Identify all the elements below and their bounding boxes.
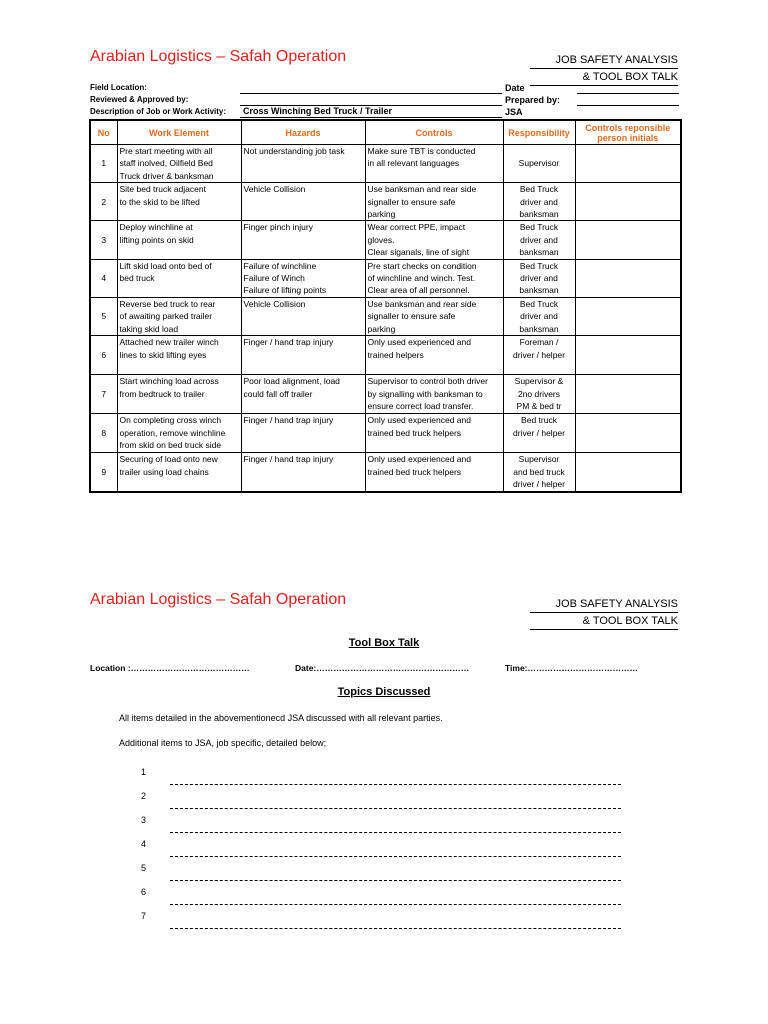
controls-cell <box>365 414 503 453</box>
work-line: operation, remove winchline <box>119 427 226 438</box>
hazards-line: Finger / hand trap injury <box>243 415 334 426</box>
jsa-table <box>89 119 682 493</box>
item-write-line[interactable] <box>170 856 621 857</box>
jsa-heading-2-line2: & TOOL BOX TALK <box>530 613 678 630</box>
resp-line: banksman <box>519 247 559 258</box>
resp-line: banksman <box>519 285 559 296</box>
table-row <box>90 221 681 259</box>
table-row <box>90 259 681 297</box>
hazards-cell <box>241 336 365 375</box>
controls-cell <box>365 145 503 183</box>
resp-line: Supervisor <box>518 454 560 465</box>
company-title-2: Arabian Logistics – Safah Operation <box>90 591 347 608</box>
date-field: Date:……………………………………………… <box>295 663 470 673</box>
responsibility-cell <box>503 375 575 414</box>
hazards-cell <box>241 221 365 259</box>
responsibility-cell <box>503 414 575 453</box>
tool-box-talk-title: Tool Box Talk <box>348 637 420 649</box>
item-number: 6 <box>141 887 147 897</box>
work-line: trailer using load chains <box>119 466 209 477</box>
controls-line: parking <box>367 323 396 334</box>
hazards-cell <box>241 375 365 414</box>
paragraph-2: Additional items to JSA, job specific, detailed below; <box>119 738 327 748</box>
resp-line: Bed truck <box>521 415 557 426</box>
hazards-cell <box>241 453 365 492</box>
reviewed-label: Reviewed & Approved by: <box>90 95 189 104</box>
hazards-line: Finger / hand trap injury <box>243 454 334 465</box>
row-number: 5 <box>90 297 117 335</box>
initials-cell <box>575 297 681 335</box>
table-row <box>90 414 681 453</box>
resp-line: and bed truck <box>513 466 565 477</box>
resp-line: Bed Truck <box>519 184 559 195</box>
controls-line: in all relevant languages <box>367 158 460 169</box>
work-line: Truck driver & banksman <box>119 170 214 181</box>
work-line: lines to skid lifting eyes <box>119 349 207 360</box>
item-write-line[interactable] <box>170 880 621 881</box>
resp-line: banksman <box>519 209 559 220</box>
controls-line: Wear correct PPE, impact <box>367 222 466 233</box>
work-element-cell <box>117 453 241 492</box>
row-number: 7 <box>90 375 117 414</box>
field-location-line <box>240 93 502 94</box>
jsa-heading-line2: & TOOL BOX TALK <box>530 69 678 86</box>
responsibility-cell <box>503 145 575 183</box>
jsa-table-header <box>90 120 681 145</box>
jsa-heading <box>530 52 678 86</box>
hazards-cell <box>241 414 365 453</box>
row-number: 8 <box>90 414 117 453</box>
resp-line: PM & bed tr <box>516 400 562 411</box>
work-line: taking skid load <box>119 323 179 334</box>
date-line <box>577 93 679 94</box>
controls-line: Pre start checks on condition <box>367 260 477 271</box>
resp-line: Supervisor <box>518 158 560 169</box>
date-label: Date <box>505 83 525 93</box>
resp-line: banksman <box>519 323 559 334</box>
hazards-line: Failure of Winch <box>243 273 305 284</box>
resp-line: Bed Truck <box>519 222 559 233</box>
controls-line: signaller to ensure safe <box>367 196 456 207</box>
controls-cell <box>365 375 503 414</box>
initials-cell <box>575 145 681 183</box>
field-location-label: Field Location: <box>90 83 147 92</box>
resp-line: Supervisor & <box>514 376 564 387</box>
time-field: Time:………………………………… <box>505 663 639 673</box>
header-hazards: Hazards <box>241 120 365 145</box>
controls-cell <box>365 259 503 297</box>
controls-line: trained bed truck helpers <box>367 427 462 438</box>
work-element-cell <box>117 183 241 221</box>
work-element-cell <box>117 336 241 375</box>
row-number: 6 <box>90 336 117 375</box>
table-row <box>90 336 681 375</box>
hazards-line: Not understanding job task <box>243 146 345 156</box>
responsibility-cell <box>503 297 575 335</box>
resp-line: driver and <box>520 311 558 322</box>
item-number: 4 <box>141 839 147 849</box>
work-element-cell <box>117 221 241 259</box>
resp-line: Foreman / <box>519 337 559 348</box>
description-line <box>240 117 502 118</box>
resp-line: 2no drivers <box>517 388 561 399</box>
controls-line: of winchline and winch. Test. <box>367 273 476 284</box>
item-write-line[interactable] <box>170 904 621 905</box>
header-no: No <box>90 120 117 145</box>
controls-cell <box>365 297 503 335</box>
hazards-line: could fall off trailer <box>243 388 313 399</box>
controls-cell <box>365 336 503 375</box>
initials-cell <box>575 336 681 375</box>
work-line: Pre start meeting with all <box>119 146 213 156</box>
resp-line: driver / helper <box>513 478 565 489</box>
jsa-heading-2-line1: JOB SAFETY ANALYSIS <box>530 596 678 613</box>
controls-line: Only used experienced and <box>367 415 471 426</box>
resp-line: Bed Truck <box>519 260 559 271</box>
work-line: Reverse bed truck to rear <box>119 298 216 309</box>
item-write-line[interactable] <box>170 808 621 809</box>
item-number: 3 <box>141 815 147 825</box>
table-row <box>90 183 681 221</box>
hazards-cell <box>241 297 365 335</box>
work-line: On completing cross winch <box>119 415 222 426</box>
resp-line: driver and <box>520 234 558 245</box>
item-number: 1 <box>141 767 147 777</box>
jsa-heading-2 <box>530 596 678 630</box>
work-line: from skid on bed truck side <box>119 439 222 450</box>
controls-line: Use banksman and rear side <box>367 184 477 195</box>
jsa-label: JSA <box>505 107 523 117</box>
resp-line: Bed Truck <box>519 298 559 309</box>
item-write-line[interactable] <box>170 784 621 785</box>
description-value: Cross Winching Bed Truck / Trailer <box>243 106 392 116</box>
controls-line: trained helpers <box>367 349 424 360</box>
initials-cell <box>575 453 681 492</box>
controls-line: gloves. <box>367 234 395 245</box>
controls-line: signaller to ensure safe <box>367 311 456 322</box>
work-line: Site bed truck adjacent <box>119 184 206 195</box>
work-element-cell <box>117 145 241 183</box>
table-row <box>90 297 681 335</box>
controls-cell <box>365 221 503 259</box>
controls-line: Supervisor to control both driver <box>367 376 488 387</box>
hazards-cell <box>241 259 365 297</box>
item-number: 5 <box>141 863 147 873</box>
item-write-line[interactable] <box>170 928 621 929</box>
controls-line: Make sure TBT is conducted <box>367 146 476 156</box>
header-controls: Controls <box>365 120 503 145</box>
resp-line: driver / helper <box>513 349 565 360</box>
prepared-label: Prepared by: <box>505 95 561 105</box>
work-line: from bedtruck to trailer <box>119 388 205 399</box>
location-field: Location :…………………………………… <box>90 663 250 673</box>
work-line: lifting points on skid <box>119 234 194 245</box>
row-number: 3 <box>90 221 117 259</box>
company-title: Arabian Logistics – Safah Operation <box>90 48 347 65</box>
hazards-cell <box>241 183 365 221</box>
initials-cell <box>575 183 681 221</box>
row-number: 4 <box>90 259 117 297</box>
responsibility-cell <box>503 453 575 492</box>
initials-cell <box>575 375 681 414</box>
work-line: Securing of load onto new <box>119 454 218 465</box>
row-number: 1 <box>90 145 117 183</box>
controls-line: trained bed truck helpers <box>367 466 462 477</box>
hazards-line: Failure of winchline <box>243 260 317 271</box>
hazards-line: Poor load alignment, load <box>243 376 340 387</box>
responsibility-cell <box>503 336 575 375</box>
table-row <box>90 145 681 183</box>
prepared-line <box>577 105 679 106</box>
work-line: staff inolved, Oilfield Bed <box>119 158 213 169</box>
row-number: 9 <box>90 453 117 492</box>
hazards-line: Vehicle Collision <box>243 298 306 309</box>
item-write-line[interactable] <box>170 832 621 833</box>
work-line: to the skid to be lifted <box>119 196 200 207</box>
topics-title: Topics Discussed <box>337 686 431 698</box>
work-line: Attached new trailer winch <box>119 337 219 348</box>
controls-line: ensure correct load transfer. <box>367 400 474 411</box>
hazards-line: Failure of lifting points <box>243 285 327 296</box>
initials-cell <box>575 414 681 453</box>
responsibility-cell <box>503 221 575 259</box>
controls-line: parking <box>367 209 396 220</box>
hazards-line: Vehicle Collision <box>243 184 306 195</box>
controls-cell <box>365 453 503 492</box>
hazards-cell <box>241 145 365 183</box>
row-number: 2 <box>90 183 117 221</box>
item-number: 7 <box>141 911 147 921</box>
work-element-cell <box>117 259 241 297</box>
responsibility-cell <box>503 259 575 297</box>
controls-line: Only used experienced and <box>367 337 471 348</box>
header-initials: Controls reponsible person initials <box>575 120 681 145</box>
resp-line: driver and <box>520 273 558 284</box>
jsa-heading-line1: JOB SAFETY ANALYSIS <box>530 52 678 69</box>
initials-cell <box>575 221 681 259</box>
controls-line: Clear siganals, line of sight <box>367 247 470 258</box>
work-element-cell <box>117 375 241 414</box>
work-line: bed truck <box>119 273 155 284</box>
hazards-line: Finger / hand trap injury <box>243 337 334 348</box>
header-work-element: Work Element <box>117 120 241 145</box>
controls-line: Only used experienced and <box>367 454 471 465</box>
resp-line: driver / helper <box>513 427 565 438</box>
controls-line: Use banksman and rear side <box>367 298 477 309</box>
item-number: 2 <box>141 791 147 801</box>
resp-line: driver and <box>520 196 558 207</box>
work-element-cell <box>117 414 241 453</box>
work-line: Deploy winchline at <box>119 222 193 233</box>
table-row <box>90 375 681 414</box>
work-element-cell <box>117 297 241 335</box>
initials-cell <box>575 259 681 297</box>
work-line: Start winching load across <box>119 376 219 387</box>
paragraph-1: All items detailed in the abovementionecd JSA discussed with all relevant parties. <box>119 713 443 723</box>
work-line: of awaiting parked trailer <box>119 311 213 322</box>
controls-line: by signalling with banksman to <box>367 388 483 399</box>
table-row <box>90 453 681 492</box>
description-label: Description of Job or Work Activity: <box>90 107 227 116</box>
controls-cell <box>365 183 503 221</box>
controls-line: Clear area of all personnel. <box>367 285 470 296</box>
work-line: Lift skid load onto bed of <box>119 260 212 271</box>
header-responsibility: Responsibility <box>503 120 575 145</box>
hazards-line: Finger pinch injury <box>243 222 313 233</box>
responsibility-cell <box>503 183 575 221</box>
